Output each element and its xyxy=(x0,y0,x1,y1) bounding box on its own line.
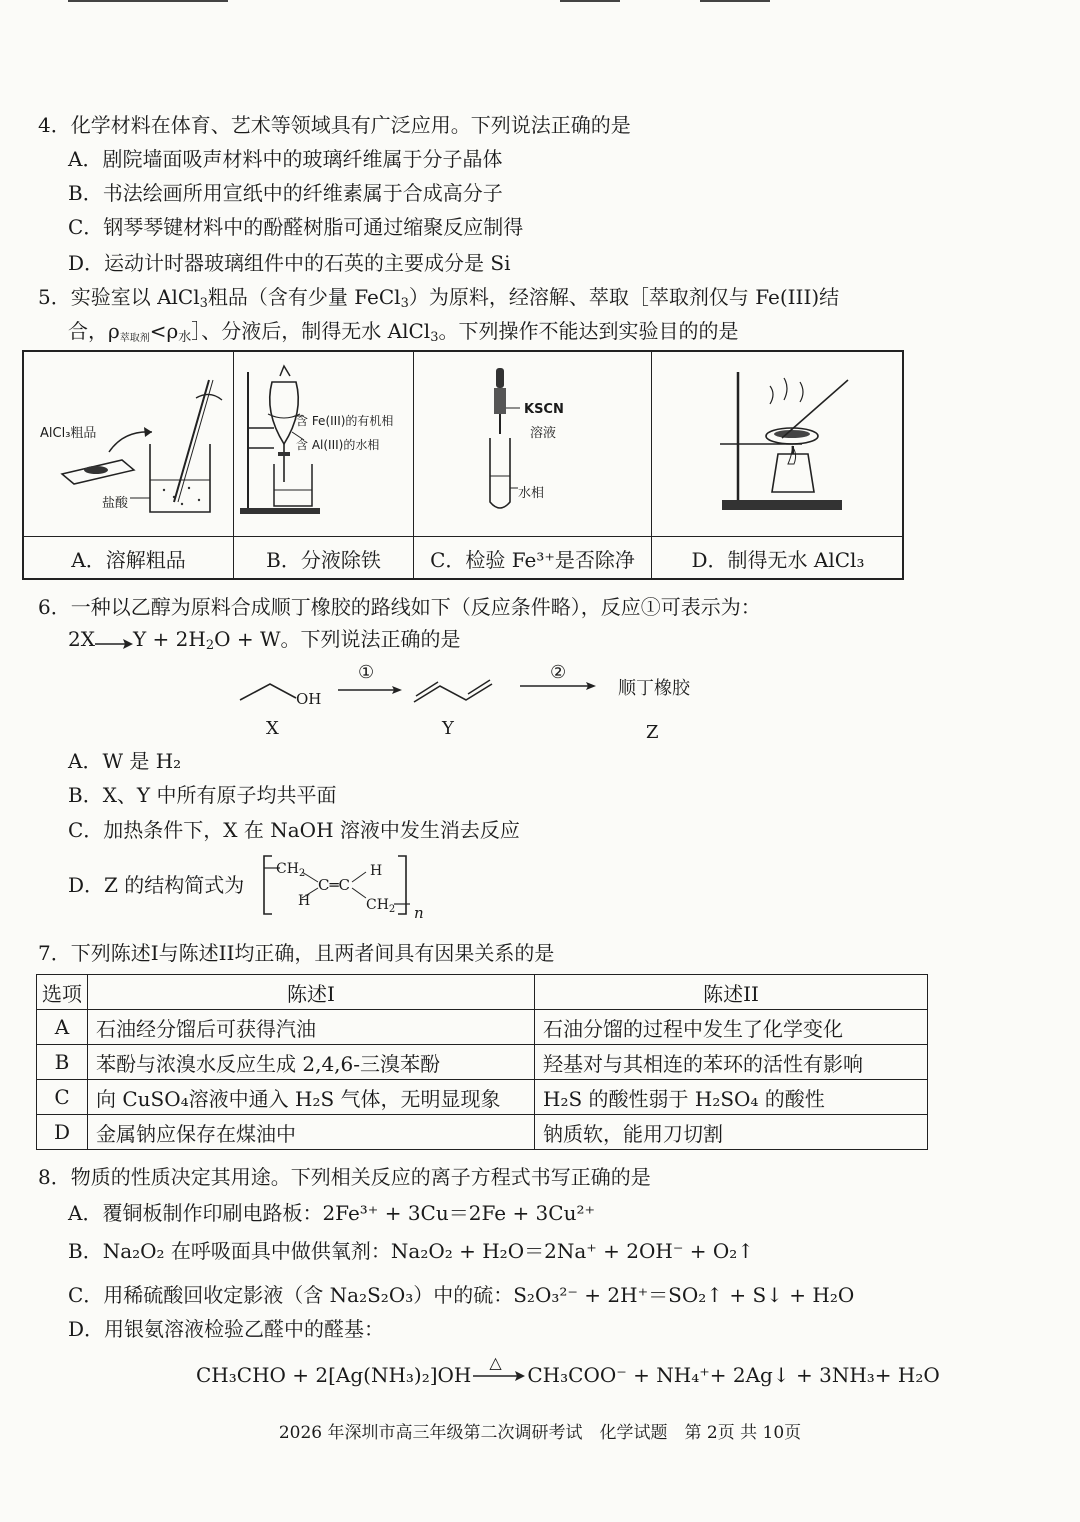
header-option: 选项 xyxy=(37,975,88,1010)
z-ch2-left xyxy=(276,856,305,887)
equation-left: CH₃CHO + 2[Ag(NH₃)₂]OH xyxy=(196,1363,472,1387)
label-crude: AlCl₃粗品 xyxy=(40,426,97,441)
row-statement-1: 向 CuSO₄溶液中通入 H₂S 气体，无明显现象 xyxy=(88,1080,535,1115)
apparatus-a xyxy=(24,352,234,536)
table-header-row xyxy=(37,975,928,1010)
q5-text: 粗品（含有少量 FeCl xyxy=(207,285,401,309)
q5-label-d: D．制得无水 AlCl₃ xyxy=(652,536,904,580)
table-row xyxy=(37,1080,928,1115)
apparatus-c xyxy=(414,352,652,536)
label-kscn: KSCN xyxy=(524,402,564,417)
step-1-label: ① xyxy=(358,662,375,683)
table-row xyxy=(37,1010,928,1045)
q6-option-b: B．X、Y 中所有原子均共平面 xyxy=(68,783,337,807)
step-2-label: ② xyxy=(550,662,567,683)
row-option: A xyxy=(37,1010,88,1045)
q4-option-a: A．剧院墙面吸声材料中的玻璃纤维属于分子晶体 xyxy=(68,147,503,171)
row-statement-2: 石油分馏的过程中发生了化学变化 xyxy=(535,1010,928,1045)
q8-option-b: B．Na₂O₂ 在呼吸面具中做供氧剂：Na₂O₂ + H₂O＝2Na⁺ + 2OH⁻ + O₂↑ xyxy=(68,1239,755,1263)
top-scan-mark xyxy=(700,0,770,2)
evaporating-dish-heating-icon xyxy=(652,352,904,536)
q5-label-a: A．溶解粗品 xyxy=(24,536,234,580)
label-acid: 盐酸 xyxy=(102,496,129,511)
compound-x-label: X xyxy=(266,718,279,739)
subscript: 2 xyxy=(205,638,215,653)
reaction-arrow-icon xyxy=(95,634,133,646)
row-option: C xyxy=(37,1080,88,1115)
label-solution: 溶液 xyxy=(530,426,557,441)
row-option: D xyxy=(37,1115,88,1150)
q5-text: 合，ρ xyxy=(68,319,120,343)
q5-apparatus-table xyxy=(22,350,904,580)
q4-option-c: C．钢琴琴键材料中的酚醛树脂可通过缩聚反应制得 xyxy=(68,215,524,239)
q5-text: ）为原料，经溶解、萃取［萃取剂仅与 Fe(III)结 xyxy=(408,285,840,309)
subscript: 3 xyxy=(430,330,439,345)
z-double-bond: C═C xyxy=(318,876,350,894)
compound-z-label: Z xyxy=(646,722,659,743)
apparatus-b xyxy=(234,352,414,536)
q6-option-c: C．加热条件下，X 在 NaOH 溶液中发生消去反应 xyxy=(68,818,520,842)
q6-stem: 6．一种以乙醇为原料合成顺丁橡胶的路线如下（反应条件略），反应①可表示为： xyxy=(38,595,761,619)
oh-label: OH xyxy=(296,690,322,708)
product-label: 顺丁橡胶 xyxy=(618,678,690,699)
z-text: CH xyxy=(276,861,299,877)
q5-stem-line1 xyxy=(38,284,839,317)
z-degree-n: n xyxy=(414,904,424,922)
subscript: 2 xyxy=(388,904,396,915)
q8-option-c: C．用稀硫酸回收定影液（含 Na₂S₂O₃）中的硫：S₂O₃²⁻ + 2H⁺＝SO₂↑ + S↓ + H₂O xyxy=(68,1283,855,1307)
apparatus-d xyxy=(652,352,904,536)
q4-option-d: D．运动计时器玻璃组件中的石英的主要成分是 Si xyxy=(68,251,511,275)
q8-option-d: D．用银氨溶液检验乙醛中的醛基： xyxy=(68,1317,385,1341)
q5-text: 5．实验室以 AlCl xyxy=(38,285,200,309)
z-h-right: H xyxy=(370,863,383,879)
q8-equation xyxy=(196,1353,940,1388)
q5-label-c: C．检验 Fe³⁺是否除净 xyxy=(414,536,652,580)
top-scan-mark xyxy=(68,0,228,2)
q4-option-b: B．书法绘画所用宣纸中的纤维素属于合成高分子 xyxy=(68,181,503,205)
row-statement-1: 金属钠应保存在煤油中 xyxy=(88,1115,535,1150)
q6-equation xyxy=(68,626,461,659)
z-ch2-right xyxy=(366,892,395,923)
subscript: 3 xyxy=(199,296,208,311)
q8-option-a: A．覆铜板制作印刷电路板：2Fe³⁺ + 3Cu＝2Fe + 3Cu²⁺ xyxy=(68,1201,596,1225)
row-option: B xyxy=(37,1045,88,1080)
heating-arrow-icon xyxy=(471,1353,527,1388)
top-scan-mark xyxy=(560,0,620,2)
q5-text: <ρ xyxy=(149,319,179,343)
label-aqueous: 水相 xyxy=(518,486,545,501)
q6-option-d: D．Z 的结构简式为 xyxy=(68,873,245,897)
q6-text: Y + 2H xyxy=(132,627,206,651)
q6-text: 2X xyxy=(68,627,95,651)
z-h-left: H xyxy=(298,893,311,909)
subscript: 水 xyxy=(178,330,192,345)
compound-y-label: Y xyxy=(442,718,454,739)
equation-right: CH₃COO⁻ + NH₄⁺+ 2Ag↓ + 3NH₃+ H₂O xyxy=(527,1363,940,1387)
subscript: 萃取剂 xyxy=(119,333,150,344)
header-statement-1: 陈述I xyxy=(88,975,535,1010)
q5-text: ］、分液后，制得无水 AlCl xyxy=(191,319,431,343)
table-row xyxy=(37,1045,928,1080)
q6-option-a: A．W 是 H₂ xyxy=(68,749,182,773)
row-statement-2: 钠质软，能用刀切割 xyxy=(535,1115,928,1150)
page-footer: 2026 年深圳市高三年级第二次调研考试 化学试题 第 2页 共 10页 xyxy=(278,1423,802,1443)
subscript: 2 xyxy=(298,868,306,879)
header-statement-2: 陈述II xyxy=(535,975,928,1010)
dissolve-apparatus-icon xyxy=(24,352,234,536)
q8-stem: 8．物质的性质决定其用途。下列相关反应的离子方程式书写正确的是 xyxy=(38,1165,651,1189)
q4-stem: 4．化学材料在体育、艺术等领域具有广泛应用。下列说法正确的是 xyxy=(38,113,631,137)
table-row xyxy=(37,1115,928,1150)
row-statement-2: H₂S 的酸性弱于 H₂SO₄ 的酸性 xyxy=(535,1080,928,1115)
label-aqueous-phase: 含 Al(III)的水相 xyxy=(296,438,380,452)
row-statement-1: 石油经分馏后可获得汽油 xyxy=(88,1010,535,1045)
heat-condition: △ xyxy=(489,1353,502,1372)
row-statement-1: 苯酚与浓溴水反应生成 2,4,6-三溴苯酚 xyxy=(88,1045,535,1080)
q6-text: O + W。下列说法正确的是 xyxy=(214,627,461,651)
ethanol-skeleton xyxy=(240,684,296,700)
q7-stem: 7．下列陈述I与陈述II均正确，且两者间具有因果关系的是 xyxy=(38,941,555,965)
q5-text: 。下列操作不能达到实验目的的是 xyxy=(438,319,739,343)
subscript: 3 xyxy=(400,296,409,311)
dropper-test-tube-icon xyxy=(414,352,652,536)
row-statement-2: 羟基对与其相连的苯环的活性有影响 xyxy=(535,1045,928,1080)
q5-stem-line2 xyxy=(68,318,738,352)
q5-label-b: B．分液除铁 xyxy=(234,536,414,580)
label-organic-phase: 含 Fe(III)的有机相 xyxy=(296,414,394,428)
q7-table xyxy=(36,974,928,1150)
separatory-funnel-icon xyxy=(234,352,414,536)
z-text: CH xyxy=(366,897,389,913)
